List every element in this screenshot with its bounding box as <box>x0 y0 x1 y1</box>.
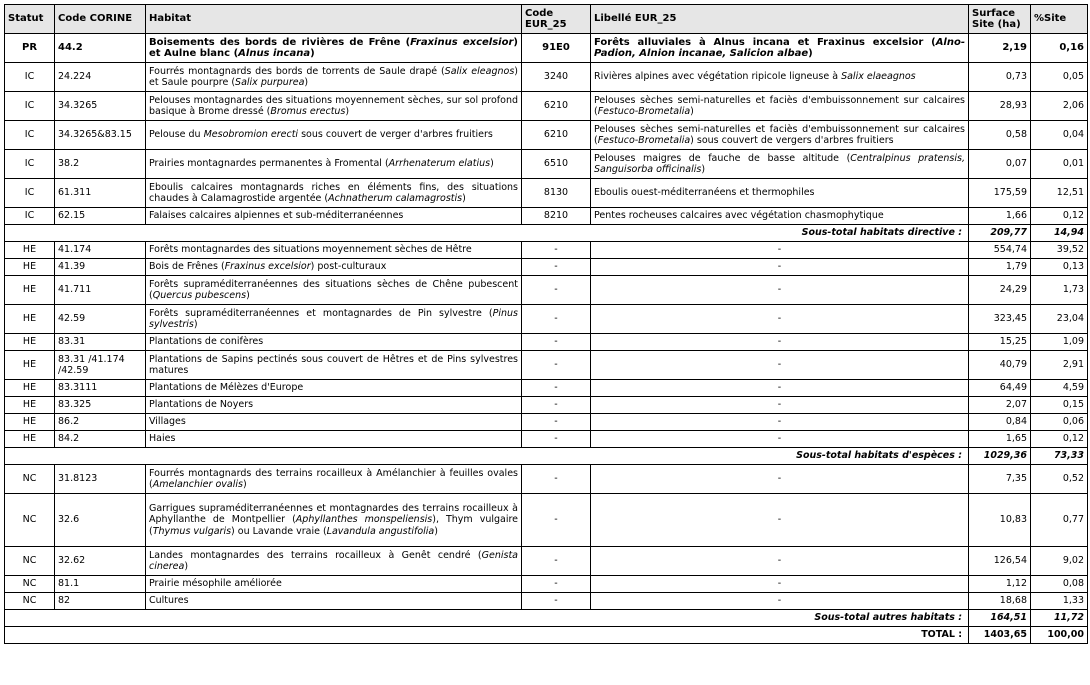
statut-cell: NC <box>5 547 55 576</box>
code-corine-cell: 44.2 <box>55 34 146 63</box>
table-row <box>5 593 1088 610</box>
libelle-eur-cell <box>591 259 969 276</box>
surface-cell: 0,07 <box>969 150 1031 179</box>
text-segment: Pelouses maigres de fauche de basse altitude ( <box>594 152 851 164</box>
surface-cell: 64,49 <box>969 380 1031 397</box>
code-eur-cell: 6510 <box>522 150 591 179</box>
code-corine-cell: 42.59 <box>55 305 146 334</box>
surface-cell: 18,68 <box>969 593 1031 610</box>
latin-name: Salix eleagnos <box>444 65 515 77</box>
total-row <box>5 627 1088 644</box>
table-row <box>5 63 1088 92</box>
libelle-eur-cell <box>591 276 969 305</box>
surface-cell: 24,29 <box>969 276 1031 305</box>
code-eur-cell: - <box>522 305 591 334</box>
text-segment: ) ou Lavande vraie ( <box>231 525 327 537</box>
code-eur-cell: 6210 <box>522 121 591 150</box>
text-segment: - <box>777 382 782 394</box>
site-percent-value: 100,00 <box>1031 627 1088 644</box>
habitat-cell <box>146 179 522 208</box>
text-segment: Pelouse du <box>149 129 204 141</box>
habitat-cell <box>146 334 522 351</box>
libelle-eur-cell <box>591 179 969 208</box>
habitat-cell <box>146 121 522 150</box>
site-percent-cell: 0,13 <box>1031 259 1088 276</box>
statut-cell: HE <box>5 259 55 276</box>
habitat-cell <box>146 276 522 305</box>
text-segment: Plantations de Mélèzes d'Europe <box>149 382 304 394</box>
text-segment: Eboulis calcaires montagnards riches en éléments fins, des situations chaudes à Calamagrostide argentée ( <box>149 181 518 204</box>
text-segment: Plantations de Noyers <box>149 399 254 411</box>
habitat-cell <box>146 576 522 593</box>
text-segment: Bois de Frênes ( <box>149 261 225 273</box>
text-segment: Rivières alpines avec végétation ripicole ligneuse à <box>594 71 842 83</box>
text-segment: ) <box>701 164 706 175</box>
text-segment: Pelouses sèches semi-naturelles et faciès d'embuissonnement sur calcaires ( <box>594 94 965 117</box>
libelle-eur-cell <box>591 397 969 414</box>
header-percent-site: %Site <box>1031 5 1088 34</box>
habitat-cell <box>146 414 522 431</box>
latin-name: Genista cinerea <box>149 549 518 572</box>
header-habitat: Habitat <box>146 5 522 34</box>
statut-cell: HE <box>5 276 55 305</box>
total-label: TOTAL : <box>5 627 969 644</box>
latin-name: Fraxinus excelsior <box>410 36 514 48</box>
site-percent-cell: 12,51 <box>1031 179 1088 208</box>
surface-cell: 126,54 <box>969 547 1031 576</box>
latin-name: Aphyllanthes monspeliensis <box>295 514 433 526</box>
table-row <box>5 431 1088 448</box>
text-segment: - <box>777 284 782 296</box>
text-segment: ) post-culturaux <box>310 261 387 273</box>
text-segment: ) <box>184 561 189 572</box>
text-segment: ) <box>304 77 309 88</box>
text-segment: - <box>777 578 782 590</box>
site-percent-cell: 0,01 <box>1031 150 1088 179</box>
surface-cell: 40,79 <box>969 351 1031 380</box>
code-corine-cell: 24.224 <box>55 63 146 92</box>
table-row <box>5 242 1088 259</box>
text-segment: - <box>777 261 782 273</box>
surface-cell: 0,84 <box>969 414 1031 431</box>
surface-cell: 1,66 <box>969 208 1031 225</box>
code-corine-cell: 41.711 <box>55 276 146 305</box>
text-segment: ) <box>345 106 350 117</box>
site-percent-cell: 4,59 <box>1031 380 1088 397</box>
statut-cell: HE <box>5 305 55 334</box>
latin-name: Festuco-Brometalia <box>597 106 691 117</box>
site-percent-value: 73,33 <box>1031 448 1088 465</box>
text-segment: Falaises calcaires alpiennes et sub-méditerranéennes <box>149 210 404 222</box>
statut-cell: NC <box>5 593 55 610</box>
statut-cell: IC <box>5 63 55 92</box>
code-corine-cell: 81.1 <box>55 576 146 593</box>
site-percent-cell: 0,05 <box>1031 63 1088 92</box>
surface-value: 1029,36 <box>969 448 1031 465</box>
text-segment: Plantations de conifères <box>149 336 264 348</box>
latin-name: Alnus incana <box>238 48 311 59</box>
code-corine-cell: 61.311 <box>55 179 146 208</box>
code-corine-cell: 32.6 <box>55 494 146 547</box>
text-segment: ) <box>310 48 315 59</box>
code-corine-cell: 32.62 <box>55 547 146 576</box>
code-eur-cell: 8210 <box>522 208 591 225</box>
statut-cell: NC <box>5 494 55 547</box>
text-segment: Forêts montagnardes des situations moyennement sèches de Hêtre <box>149 244 472 256</box>
table-body <box>5 34 1088 644</box>
latin-name: Alno-Padion, Alnion incanae, Salicion albae <box>594 36 965 59</box>
statut-cell: HE <box>5 397 55 414</box>
site-percent-cell: 1,09 <box>1031 334 1088 351</box>
code-eur-cell: - <box>522 414 591 431</box>
code-eur-cell: - <box>522 494 591 547</box>
habitat-cell <box>146 92 522 121</box>
text-segment: ) <box>246 290 250 301</box>
code-eur-cell: - <box>522 259 591 276</box>
surface-cell: 2,19 <box>969 34 1031 63</box>
site-percent-cell: 0,77 <box>1031 494 1088 547</box>
surface-value: 209,77 <box>969 225 1031 242</box>
habitat-cell <box>146 351 522 380</box>
libelle-eur-cell <box>591 121 969 150</box>
text-segment: ) <box>242 479 247 490</box>
table-row <box>5 259 1088 276</box>
text-segment: - <box>777 473 782 485</box>
code-eur-cell: - <box>522 276 591 305</box>
latin-name: Salix purpurea <box>235 77 305 88</box>
site-percent-cell: 0,04 <box>1031 121 1088 150</box>
latin-name: Pinus sylvestris <box>149 307 518 330</box>
text-segment: - <box>777 399 782 411</box>
habitat-cell <box>146 208 522 225</box>
text-segment: ) et Saule pourpre ( <box>149 65 518 88</box>
habitat-cell <box>146 431 522 448</box>
libelle-eur-cell <box>591 431 969 448</box>
text-segment: Prairies montagnardes permanentes à Fromental ( <box>149 158 389 170</box>
code-eur-cell: - <box>522 593 591 610</box>
site-percent-cell: 39,52 <box>1031 242 1088 259</box>
table-row <box>5 334 1088 351</box>
site-percent-value: 14,94 <box>1031 225 1088 242</box>
site-percent-cell: 0,08 <box>1031 576 1088 593</box>
libelle-eur-cell <box>591 414 969 431</box>
code-eur-cell: 6210 <box>522 92 591 121</box>
text-segment: Cultures <box>149 595 189 607</box>
table-header-row <box>5 5 1088 34</box>
statut-cell: NC <box>5 576 55 593</box>
libelle-eur-cell <box>591 334 969 351</box>
site-percent-cell: 0,12 <box>1031 208 1088 225</box>
table-row <box>5 92 1088 121</box>
surface-cell: 28,93 <box>969 92 1031 121</box>
surface-cell: 2,07 <box>969 397 1031 414</box>
site-percent-value: 11,72 <box>1031 610 1088 627</box>
surface-cell: 1,79 <box>969 259 1031 276</box>
text-segment: ) <box>690 106 694 117</box>
text-segment: Forêts supraméditerranéennes des situations sèches de Chêne pubescent ( <box>149 278 518 301</box>
subtotal-label: Sous-total autres habitats : <box>5 610 969 627</box>
habitat-cell <box>146 259 522 276</box>
site-percent-cell: 9,02 <box>1031 547 1088 576</box>
code-corine-cell: 41.174 <box>55 242 146 259</box>
site-percent-cell: 1,33 <box>1031 593 1088 610</box>
habitat-cell <box>146 380 522 397</box>
text-segment: ) <box>490 158 494 170</box>
code-eur-cell: - <box>522 576 591 593</box>
code-corine-cell: 38.2 <box>55 150 146 179</box>
subtotal-row <box>5 610 1088 627</box>
text-segment: Eboulis ouest-méditerranéens et thermophiles <box>594 187 815 199</box>
latin-name: Festuco-Brometalia <box>597 135 691 146</box>
text-segment: ) <box>434 525 438 537</box>
code-eur-cell: - <box>522 547 591 576</box>
subtotal-row <box>5 448 1088 465</box>
habitat-cell <box>146 397 522 414</box>
table-row <box>5 179 1088 208</box>
code-corine-cell: 83.325 <box>55 397 146 414</box>
statut-cell: HE <box>5 242 55 259</box>
text-segment: - <box>777 416 782 428</box>
statut-cell: HE <box>5 380 55 397</box>
site-percent-cell: 2,06 <box>1031 92 1088 121</box>
habitat-cell <box>146 34 522 63</box>
site-percent-cell: 23,04 <box>1031 305 1088 334</box>
code-eur-cell: - <box>522 242 591 259</box>
libelle-eur-cell <box>591 150 969 179</box>
text-segment: Pelouses montagnardes des situations moyennement sèches, sur sol profond basique à Brome dressé ( <box>149 94 518 117</box>
header-code-corine: Code CORINE <box>55 5 146 34</box>
surface-cell: 0,73 <box>969 63 1031 92</box>
surface-cell: 7,35 <box>969 465 1031 494</box>
statut-cell: PR <box>5 34 55 63</box>
code-eur-cell: - <box>522 351 591 380</box>
site-percent-cell: 0,12 <box>1031 431 1088 448</box>
latin-name: Bromus erectus <box>270 106 346 117</box>
site-percent-cell: 1,73 <box>1031 276 1088 305</box>
text-segment: ) <box>462 193 466 204</box>
latin-name: Mesobromion erecti <box>203 129 299 141</box>
table-row <box>5 465 1088 494</box>
subtotal-label: Sous-total habitats d'espèces : <box>5 448 969 465</box>
statut-cell: HE <box>5 414 55 431</box>
code-corine-cell: 31.8123 <box>55 465 146 494</box>
text-segment: Haies <box>149 433 176 445</box>
text-segment: Boisements des bords de rivières de Frêne ( <box>149 36 411 48</box>
text-segment: ) <box>808 48 813 59</box>
table-row <box>5 494 1088 547</box>
table-row <box>5 305 1088 334</box>
habitat-cell <box>146 242 522 259</box>
code-corine-cell: 86.2 <box>55 414 146 431</box>
libelle-eur-cell <box>591 380 969 397</box>
table-row <box>5 150 1088 179</box>
statut-cell: HE <box>5 334 55 351</box>
text-segment: ) sous couvert de vergers d'arbres fruitiers <box>690 135 894 146</box>
code-corine-cell: 83.31 <box>55 334 146 351</box>
surface-cell: 1,65 <box>969 431 1031 448</box>
table-row <box>5 397 1088 414</box>
code-eur-cell: 91E0 <box>522 34 591 63</box>
table-row <box>5 208 1088 225</box>
statut-cell: HE <box>5 351 55 380</box>
code-corine-cell: 34.3265&83.15 <box>55 121 146 150</box>
surface-value: 1403,65 <box>969 627 1031 644</box>
surface-cell: 554,74 <box>969 242 1031 259</box>
surface-cell: 0,58 <box>969 121 1031 150</box>
site-percent-cell: 2,91 <box>1031 351 1088 380</box>
table-row <box>5 414 1088 431</box>
libelle-eur-cell <box>591 351 969 380</box>
latin-name: Lavandula angustifolia <box>326 525 435 537</box>
site-percent-cell: 0,15 <box>1031 397 1088 414</box>
habitat-cell <box>146 547 522 576</box>
libelle-eur-cell <box>591 593 969 610</box>
text-segment: Forêts supraméditerranéennes et montagnardes de Pin sylvestre ( <box>149 307 493 319</box>
habitat-cell <box>146 593 522 610</box>
text-segment: Landes montagnardes des terrains rocailleux à Genêt cendré ( <box>149 549 482 561</box>
code-corine-cell: 83.3111 <box>55 380 146 397</box>
text-segment: - <box>777 595 782 607</box>
libelle-eur-cell <box>591 63 969 92</box>
code-corine-cell: 41.39 <box>55 259 146 276</box>
text-segment: ), Thym vulgaire ( <box>149 514 519 537</box>
text-segment: - <box>777 336 782 348</box>
text-segment: - <box>777 244 782 256</box>
text-segment: Garrigues supraméditerranéennes et montagnardes des terrains rocailleux à Aphyllanthe de Montpellier ( <box>149 502 518 526</box>
code-eur-cell: - <box>522 431 591 448</box>
text-segment: Pelouses sèches semi-naturelles et faciès d'embuissonnement sur calcaires ( <box>594 123 965 146</box>
statut-cell: IC <box>5 179 55 208</box>
table-row <box>5 351 1088 380</box>
habitat-cell <box>146 150 522 179</box>
text-segment: Fourrés montagnards des bords de torrents de Saule drapé ( <box>149 65 445 77</box>
table-row <box>5 34 1088 63</box>
header-libelle-eur: Libellé EUR_25 <box>591 5 969 34</box>
latin-name: Amelanchier ovalis <box>152 479 243 490</box>
latin-name: Achnatherum calamagrostis <box>328 193 463 204</box>
code-eur-cell: 8130 <box>522 179 591 208</box>
code-corine-cell: 83.31 /41.174 /42.59 <box>55 351 146 380</box>
code-corine-cell: 84.2 <box>55 431 146 448</box>
statut-cell: IC <box>5 150 55 179</box>
text-segment: - <box>777 313 782 325</box>
text-segment: - <box>777 555 782 567</box>
subtotal-row <box>5 225 1088 242</box>
code-corine-cell: 34.3265 <box>55 92 146 121</box>
code-eur-cell: - <box>522 465 591 494</box>
site-percent-cell: 0,06 <box>1031 414 1088 431</box>
site-percent-cell: 0,52 <box>1031 465 1088 494</box>
surface-cell: 10,83 <box>969 494 1031 547</box>
header-surface: Surface Site (ha) <box>969 5 1031 34</box>
code-eur-cell: - <box>522 334 591 351</box>
text-segment: - <box>777 359 782 371</box>
table-row <box>5 380 1088 397</box>
habitat-cell <box>146 494 522 547</box>
libelle-eur-cell <box>591 465 969 494</box>
text-segment: Prairie mésophile améliorée <box>149 578 282 590</box>
text-segment: Pentes rocheuses calcaires avec végétation chasmophytique <box>594 210 884 222</box>
latin-name: Arrhenaterum elatius <box>388 158 491 170</box>
header-code-eur: Code EUR_25 <box>522 5 591 34</box>
libelle-eur-cell <box>591 494 969 547</box>
libelle-eur-cell <box>591 34 969 63</box>
code-eur-cell: - <box>522 380 591 397</box>
text-segment: - <box>777 514 782 526</box>
statut-cell: IC <box>5 208 55 225</box>
text-segment: sous couvert de verger d'arbres fruitiers <box>298 129 493 141</box>
libelle-eur-cell <box>591 92 969 121</box>
statut-cell: HE <box>5 431 55 448</box>
libelle-eur-cell <box>591 242 969 259</box>
latin-name: Quercus pubescens <box>152 290 247 301</box>
libelle-eur-cell <box>591 547 969 576</box>
code-eur-cell: - <box>522 397 591 414</box>
latin-name: Thymus vulgaris <box>152 525 232 537</box>
libelle-eur-cell <box>591 576 969 593</box>
statut-cell: IC <box>5 121 55 150</box>
latin-name: Salix elaeagnos <box>841 71 916 83</box>
habitat-cell <box>146 465 522 494</box>
libelle-eur-cell <box>591 305 969 334</box>
habitat-cell <box>146 305 522 334</box>
header-statut: Statut <box>5 5 55 34</box>
table-row <box>5 576 1088 593</box>
latin-name: Fraxinus excelsior <box>224 261 311 273</box>
text-segment: Villages <box>149 416 186 428</box>
table-row <box>5 547 1088 576</box>
surface-value: 164,51 <box>969 610 1031 627</box>
latin-name: Centralpinus pratensis, Sanguisorba officinalis <box>594 152 965 175</box>
surface-cell: 323,45 <box>969 305 1031 334</box>
table-row <box>5 121 1088 150</box>
text-segment: - <box>777 433 782 445</box>
table-row <box>5 276 1088 305</box>
habitat-table <box>4 4 1088 644</box>
text-segment: ) <box>193 319 198 330</box>
surface-cell: 175,59 <box>969 179 1031 208</box>
statut-cell: IC <box>5 92 55 121</box>
surface-cell: 15,25 <box>969 334 1031 351</box>
site-percent-cell: 0,16 <box>1031 34 1088 63</box>
habitat-cell <box>146 63 522 92</box>
libelle-eur-cell <box>591 208 969 225</box>
text-segment: Fourrés montagnards des terrains rocailleux à Amélanchier à feuilles ovales ( <box>149 467 518 490</box>
code-corine-cell: 82 <box>55 593 146 610</box>
text-segment: Forêts alluviales à Alnus incana et Fraxinus excelsior ( <box>594 36 936 48</box>
text-segment: Plantations de Sapins pectinés sous couvert de Hêtres et de Pins sylvestres matures <box>149 353 518 376</box>
surface-cell: 1,12 <box>969 576 1031 593</box>
subtotal-label: Sous-total habitats directive : <box>5 225 969 242</box>
text-segment: ) et Aulne blanc ( <box>149 36 518 59</box>
code-corine-cell: 62.15 <box>55 208 146 225</box>
code-eur-cell: 3240 <box>522 63 591 92</box>
statut-cell: NC <box>5 465 55 494</box>
